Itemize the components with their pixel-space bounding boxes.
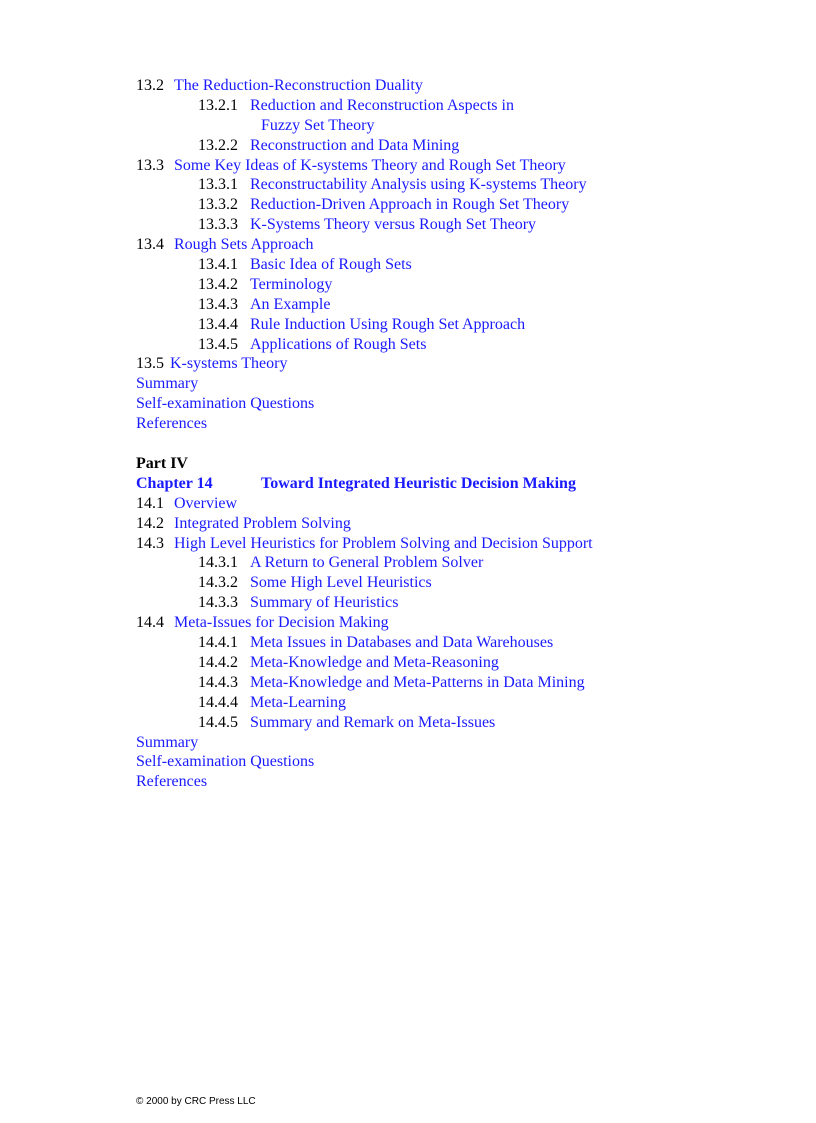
toc-entry [136,553,796,573]
toc-entry [136,136,796,156]
toc-entry-link[interactable]: Terminology [250,275,333,293]
toc-entry [136,96,796,116]
toc-entry [136,235,796,255]
toc-entry-link[interactable]: K-Systems Theory versus Rough Set Theory [250,216,537,234]
toc-entry [136,593,796,613]
toc-entry-number: 13.4.2 [198,275,238,293]
toc-entry [136,255,796,275]
section-gap [136,434,796,454]
toc-entry-link[interactable]: High Level Heuristics for Problem Solving and Decision Support [174,534,593,552]
toc-entry-link[interactable]: Applications of Rough Sets [250,335,427,353]
chapter-title-link[interactable]: Toward Integrated Heuristic Decision Making [261,474,576,492]
toc-entry-link[interactable]: Reduction and Reconstruction Aspects in [250,96,514,114]
toc-entry-link[interactable]: A Return to General Problem Solver [250,554,484,572]
toc-section-14 [136,494,796,792]
toc-entry [136,752,796,772]
toc-entry-number: 13.4.1 [198,256,238,274]
toc-entry [136,693,796,713]
toc-entry-link[interactable]: Meta-Learning [250,693,346,711]
chapter-heading [136,474,796,494]
toc-entry-link[interactable]: Summary [136,733,199,751]
toc-entry-number: 13.4.3 [198,295,238,313]
toc-entry-number: 13.4.5 [198,335,238,353]
chapter-label-link[interactable]: Chapter 14 [136,474,213,492]
toc-entry [136,613,796,633]
toc-entry-number: 13.2 [136,77,164,94]
toc-entry-number: 14.3.3 [198,594,238,612]
toc-entry-link[interactable]: Fuzzy Set Theory [261,116,375,134]
toc-entry-number: 14.1 [136,494,164,512]
toc-entry [136,295,796,315]
toc-entry-number: 14.3.1 [198,554,238,572]
toc-entry [136,414,796,434]
toc-entry-number: 14.4.1 [198,634,238,652]
toc-entry [136,116,796,136]
toc-entry-number: 14.4 [136,614,164,632]
toc-entry [136,713,796,733]
toc-entry-link[interactable]: Basic Idea of Rough Sets [250,256,412,274]
toc-entry [136,514,796,534]
toc-entry [136,573,796,593]
toc-entry-link[interactable]: Rough Sets Approach [174,236,314,254]
toc-entry [136,534,796,554]
toc-entry [136,215,796,235]
toc-entry-number: 14.4.5 [198,713,238,731]
toc-entry [136,374,796,394]
toc-entry [136,175,796,195]
toc-entry [136,494,796,514]
toc-entry [136,673,796,693]
toc-entry-link[interactable]: Meta Issues in Databases and Data Warehouses [250,634,554,652]
part-heading: Part IV [136,455,188,473]
toc-entry-link[interactable]: Meta-Knowledge and Meta-Patterns in Data Mining [250,673,585,691]
toc-entry-number: 13.5 [136,355,164,373]
toc-entry-link[interactable]: Reconstructability Analysis using K-systems Theory [250,176,587,194]
toc-entry-link[interactable]: Meta-Issues for Decision Making [174,614,389,632]
toc-entry-number: 13.4.4 [198,315,238,333]
toc-entry [136,733,796,753]
toc-entry-number: 13.2.1 [198,96,238,114]
toc-entry-link[interactable]: Self-examination Questions [136,395,315,413]
toc-entry-number: 13.3.2 [198,196,238,214]
toc-entry [136,633,796,653]
toc-entry [136,772,796,792]
toc-entry [136,335,796,355]
toc-entry [136,354,796,374]
toc-entry-link[interactable]: Some High Level Heuristics [250,574,432,592]
toc-entry-link[interactable]: Integrated Problem Solving [174,514,351,532]
copyright-footer: © 2000 by CRC Press LLC [136,1096,256,1107]
toc-entry [136,156,796,176]
toc-entry-number: 13.3 [136,156,164,174]
toc-entry-number: 13.3.1 [198,176,238,194]
toc-entry [136,315,796,335]
toc-entry-link[interactable]: The Reduction-Reconstruction Duality [174,77,423,94]
toc-entry-link[interactable]: Summary and Remark on Meta-Issues [250,713,496,731]
toc-entry-link[interactable]: Rule Induction Using Rough Set Approach [250,315,526,333]
toc-entry-number: 14.4.4 [198,693,238,711]
toc-entry-number: 14.4.2 [198,653,238,671]
toc-entry-number: 14.4.3 [198,673,238,691]
toc-entry [136,195,796,215]
toc-entry-number: 13.3.3 [198,216,238,234]
toc-entry-link[interactable]: An Example [250,295,331,313]
toc-entry-link[interactable]: References [136,773,208,791]
toc-entry [136,394,796,414]
toc-entry-number: 14.3.2 [198,574,238,592]
toc-entry-link[interactable]: References [136,415,208,433]
toc-entry-link[interactable]: K-systems Theory [170,355,288,373]
toc-entry-link[interactable]: Summary [136,375,199,393]
toc-entry-link[interactable]: Reconstruction and Data Mining [250,136,460,154]
toc-entry-number: 13.2.2 [198,136,238,154]
toc-entry-link[interactable]: Summary of Heuristics [250,594,399,612]
toc-entry-link[interactable]: Reduction-Driven Approach in Rough Set Theory [250,196,570,214]
toc-entry [136,76,796,96]
toc-entry-number: 14.2 [136,514,164,532]
toc-section-13 [136,76,796,434]
toc-entry-link[interactable]: Meta-Knowledge and Meta-Reasoning [250,653,499,671]
toc-entry-link[interactable]: Overview [174,494,238,512]
toc-entry-link[interactable]: Some Key Ideas of K-systems Theory and Rough Set Theory [174,156,566,174]
toc-entry [136,275,796,295]
table-of-contents [136,76,796,792]
toc-entry [136,653,796,673]
toc-entry-number: 14.3 [136,534,164,552]
toc-entry-number: 13.4 [136,236,164,254]
toc-entry-link[interactable]: Self-examination Questions [136,753,315,771]
